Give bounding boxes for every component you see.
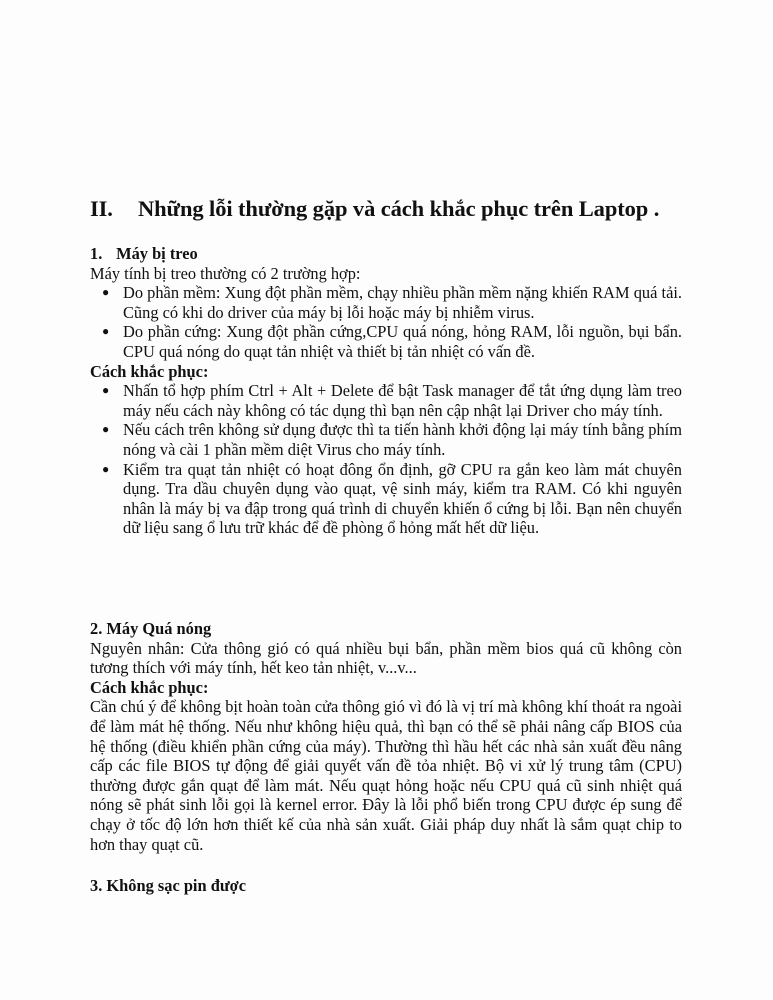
section-title: Máy bị treo: [116, 244, 198, 263]
bullet-icon: ●: [102, 461, 110, 476]
fixes-list: [90, 381, 682, 538]
list-item-text: Do phần mềm: Xung đột phần mềm, chạy nhiều phần mềm nặng khiến RAM quá tải. Cũng có khi do driver của máy bị lỗi hoặc máy bị nhiễm virus.: [123, 283, 682, 322]
section-3: [90, 876, 682, 896]
list-item: [102, 459, 682, 538]
section-number: 2.: [90, 619, 103, 638]
fix-label: Cách khắc phục:: [90, 361, 209, 381]
section-number: 1.: [90, 244, 103, 263]
section-number: 3.: [90, 876, 103, 895]
list-item: [102, 322, 682, 361]
chapter-title: Những lỗi thường gặp và cách khắc phục trên Laptop .: [138, 196, 660, 221]
causes-list: [90, 283, 682, 361]
bullet-icon: ●: [102, 422, 110, 437]
chapter-number: II.: [90, 196, 113, 221]
section-title: Không sạc pin được: [106, 876, 247, 895]
section-title: Máy Quá nóng: [106, 619, 212, 638]
section-1: [90, 244, 682, 538]
section-heading: [90, 876, 682, 896]
cause-paragraph: Nguyên nhân: Cửa thông gió có quá nhiều bụi bẩn, phần mềm bios quá cũ không còn tương thích với máy tính, hết keo tản nhiệt, v...v...: [90, 638, 682, 678]
list-item-text: Nhấn tổ hợp phím Ctrl + Alt + Delete để bật Task manager để tắt ứng dụng làm treo máy nếu cách này không có tác dụng thì bạn nên cập nhật lại Driver cho máy tính.: [123, 381, 682, 420]
fix-paragraph: Cần chú ý để không bịt hoàn toàn cửa thông gió vì đó là vị trí mà không khí thoát ra ngoài để làm mát hệ thống. Nếu như không hiệu quả, thì bạn có thể sẽ phải nâng cấp BIOS của hệ thống (điều khiển phần cứng của máy). Thường thì hầu hết các nhà sản xuất đều nâng cấp các file BIOS tự động để giải quyết vấn đề tỏa nhiệt. Bộ vi xử lý trung tâm (CPU) thường được gắn quạt để làm mát. Nếu quạt hỏng hoặc nếu CPU quá cũ sinh nhiệt quá nóng sẽ phát sinh lỗi gọi là kernel error. Đây là lỗi phổ biến trong CPU được ép sung để chạy ở tốc độ lớn hơn thiết kế của nhà sản xuất. Giải pháp duy nhất là sắm quạt chip to hơn thay quạt cũ.: [90, 697, 683, 854]
bullet-icon: ●: [102, 383, 110, 398]
fix-label: Cách khắc phục:: [90, 677, 209, 697]
list-item: [102, 283, 682, 322]
section-heading: [90, 244, 682, 264]
list-item: [102, 420, 682, 459]
list-item-text: Kiểm tra quạt tản nhiệt có hoạt đông ổn định, gỡ CPU ra gắn keo làm mát chuyên dụng. Tra dầu chuyên dụng vào quạt, vệ sinh máy, kiểm tra RAM. Có khi nguyên nhân là máy bị va đập trong quá trình di chuyển khiến ổ cứng bị lỗi. Bạn nên chuyển dữ liệu sang ổ lưu trữ khác để đề phòng ổ hỏng mất hết dữ liệu.: [123, 459, 682, 538]
chapter-heading: [90, 196, 710, 222]
section-2: [90, 619, 682, 854]
bullet-icon: ●: [102, 285, 110, 300]
section-heading: [90, 619, 682, 639]
bullet-icon: ●: [102, 324, 110, 339]
section-intro: Máy tính bị treo thường có 2 trường hợp:: [90, 263, 361, 283]
list-item: [102, 381, 682, 420]
list-item-text: Nếu cách trên không sử dụng được thì ta tiến hành khởi động lại máy tính bằng phím nóng và cài 1 phần mềm diệt Virus cho máy tính.: [123, 420, 682, 459]
list-item-text: Do phần cứng: Xung đột phần cứng,CPU quá nóng, hỏng RAM, lỗi nguồn, bụi bẩn. CPU quá nóng do quạt tản nhiệt và thiết bị tản nhiệt có vấn đề.: [123, 322, 682, 361]
